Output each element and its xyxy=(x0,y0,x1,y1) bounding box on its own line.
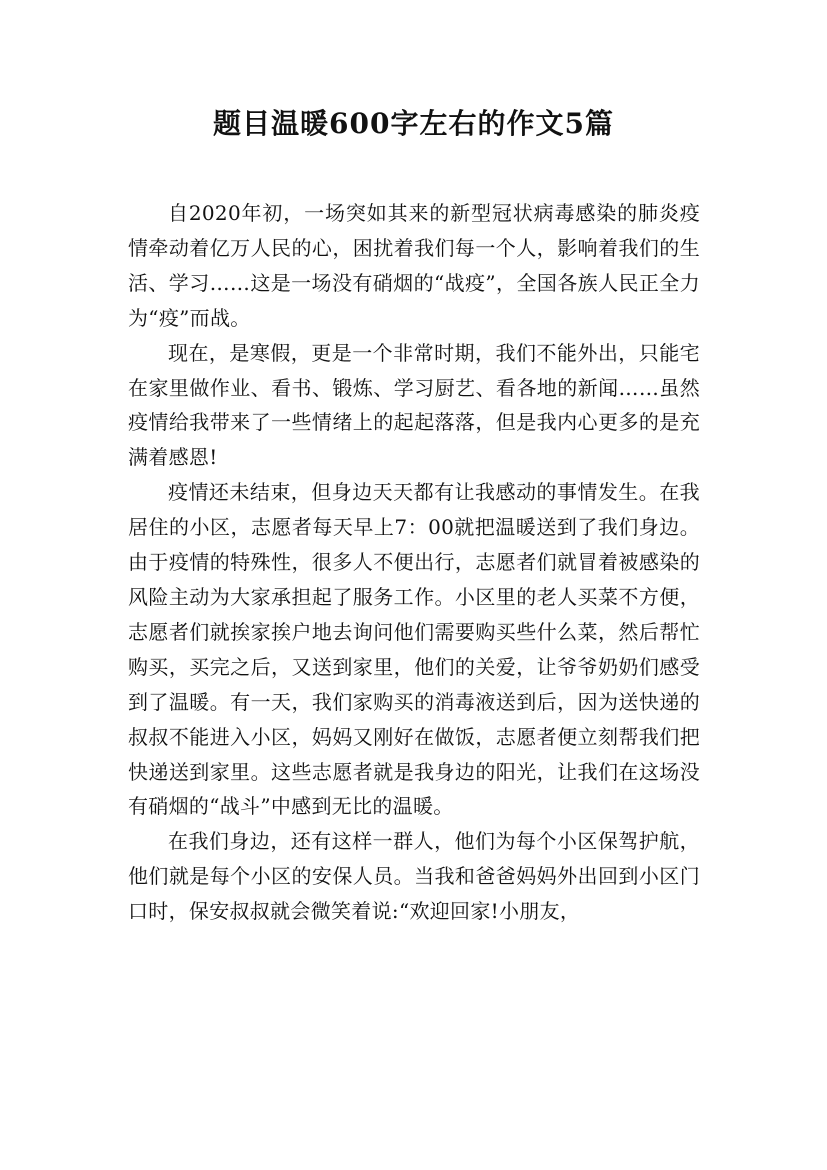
document-title: 题目温暖600字左右的作文5篇 xyxy=(213,107,614,140)
paragraph-3: 疫情还未结束，但身边天天都有让我感动的事情发生。在我居住的小区，志愿者每天早上7：00就把温暖送到了我们身边。由于疫情的特殊性，很多人不便出行，志愿者们就冒着被感染的风险主动为大家承担起了服务工作。小区里的老人买菜不方便，志愿者们就挨家挨户地去询问他们需要购买些什么菜，然后帮忙购买，买完之后，又送到家里，他们的关爱，让爷爷奶奶们感受到了温暖。有一天，我们家购买的消毒液送到后，因为送快递的叔叔不能进入小区，妈妈又刚好在做饭，志愿者便立刻帮我们把快递送到家里。这些志愿者就是我身边的阳光，让我们在这场没有硝烟的“战斗”中感到无比的温暖。 xyxy=(128,480,700,819)
paragraph-2: 现在，是寒假，更是一个非常时期，我们不能外出，只能宅在家里做作业、看书、锻炼、学习厨艺、看各地的新闻……虽然疫情给我带来了一些情绪上的起起落落，但是我内心更多的是充满着感恩! xyxy=(128,340,700,470)
paragraph-4: 在我们身边，还有这样一群人，他们为每个小区保驾护航，他们就是每个小区的安保人员。当我和爸爸妈妈外出回到小区门口时，保安叔叔就会微笑着说:“欢迎回家!小朋友， xyxy=(128,829,700,924)
paragraph-1: 自2020年初，一场突如其来的新型冠状病毒感染的肺炎疫情牵动着亿万人民的心，困扰着我们每一个人，影响着我们的生活、学习……这是一场没有硝烟的“战疫”，全国各族人民正全力为“疫”而战。 xyxy=(128,201,700,330)
document-body xyxy=(128,196,700,929)
